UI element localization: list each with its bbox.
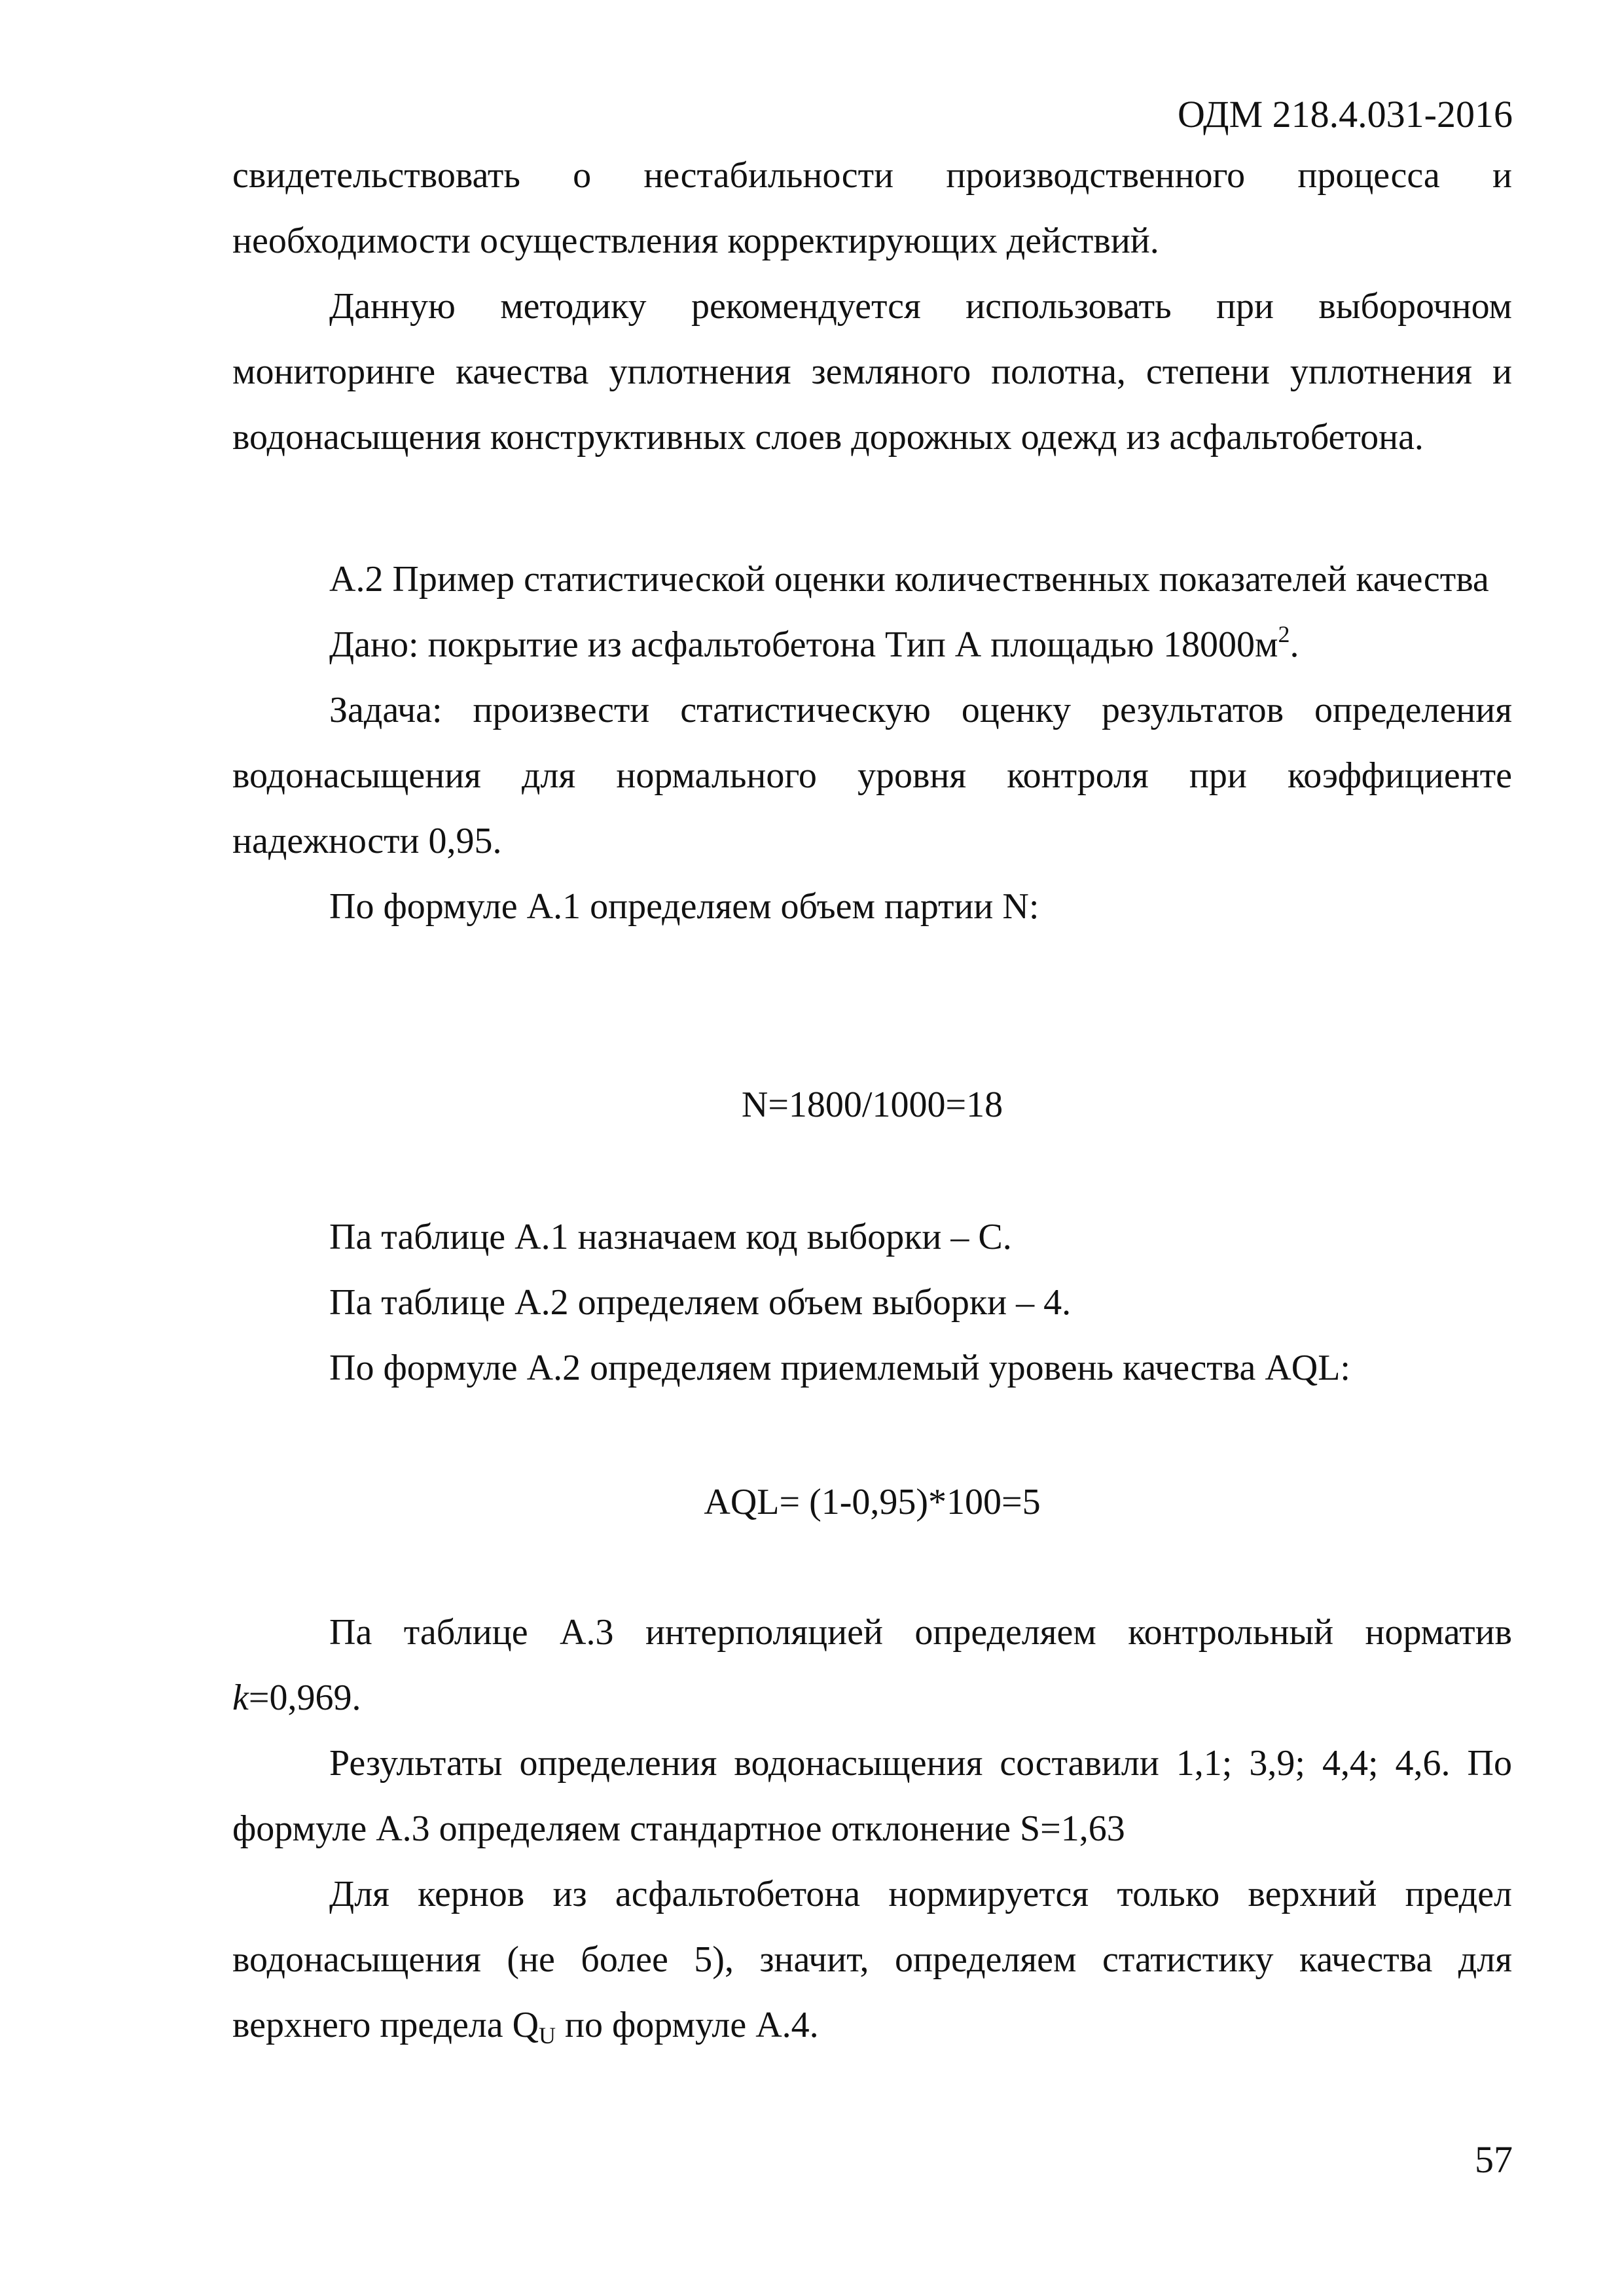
formula-aql: AQL= (1-0,95)*100=5 <box>704 1482 1041 1522</box>
paragraph-table-a2: Па таблице А.2 определяем объем выборки – 4. <box>329 1282 1072 1323</box>
page-body <box>232 143 1512 470</box>
k-symbol: k <box>232 1677 249 1718</box>
given-end: . <box>1290 624 1299 665</box>
given-superscript: 2 <box>1278 621 1290 647</box>
paragraph-methodology: Данную методику рекомендуется использовать при выборочном мониторинге качества уплотнения земляного полотна, степени уплотнения и водонасыщения конструктивных слоев дорожных одежд из асфальтобетона. <box>232 286 1512 457</box>
paragraph-task: Задача: произвести статистическую оценку результатов определения водонасыщения для нормального уровня контроля при коэффициенте надежности 0,95. <box>232 690 1512 861</box>
document-code-header: ОДМ 218.4.031-2016 <box>1178 93 1513 135</box>
cores-end: по формуле А.4. <box>556 2005 819 2045</box>
page-number: 57 <box>1475 2138 1513 2181</box>
paragraph-cores <box>232 1861 1512 2058</box>
tables-block <box>232 1204 1512 1401</box>
formula-n: N=1800/1000=18 <box>741 1085 1003 1125</box>
section-heading-a2: А.2 Пример статистической оценки количественных показателей качества <box>329 559 1489 600</box>
table-a3-text: Па таблице А.3 интерполяцией определяем контрольный норматив <box>329 1612 1512 1653</box>
paragraph-formula-a2-intro: По формуле А.2 определяем приемлемый уровень качества AQL: <box>329 1348 1350 1388</box>
paragraph-table-a1: Па таблице А.1 назначаем код выборки – С. <box>329 1217 1012 1257</box>
results-block <box>232 1600 1512 2058</box>
paragraph-results: Результаты определения водонасыщения составили 1,1; 3,9; 4,4; 4,6. По формуле А.3 определяем стандартное отклонение S=1,63 <box>232 1743 1512 1849</box>
given-text: Дано: покрытие из асфальтобетона Тип А площадью 18000м <box>329 624 1278 665</box>
formula-n-block <box>232 1072 1512 1138</box>
paragraph-given <box>232 612 1512 677</box>
paragraph-instability: свидетельствовать о нестабильности производственного процесса и необходимости осуществления корректирующих действий. <box>232 155 1512 261</box>
k-value: =0,969. <box>248 1677 361 1718</box>
formula-aql-block <box>232 1469 1512 1535</box>
cores-text: Для кернов из асфальтобетона нормируется только верхний предел водонасыщения (не более 5), значит, определяем статистику качества для верхнего предела Q <box>232 1874 1512 2045</box>
paragraph-formula-a1-intro: По формуле А.1 определяем объем партии N: <box>329 886 1039 927</box>
section-a2 <box>232 547 1512 939</box>
paragraph-table-a3 <box>232 1600 1512 1731</box>
cores-subscript: U <box>539 2022 556 2049</box>
